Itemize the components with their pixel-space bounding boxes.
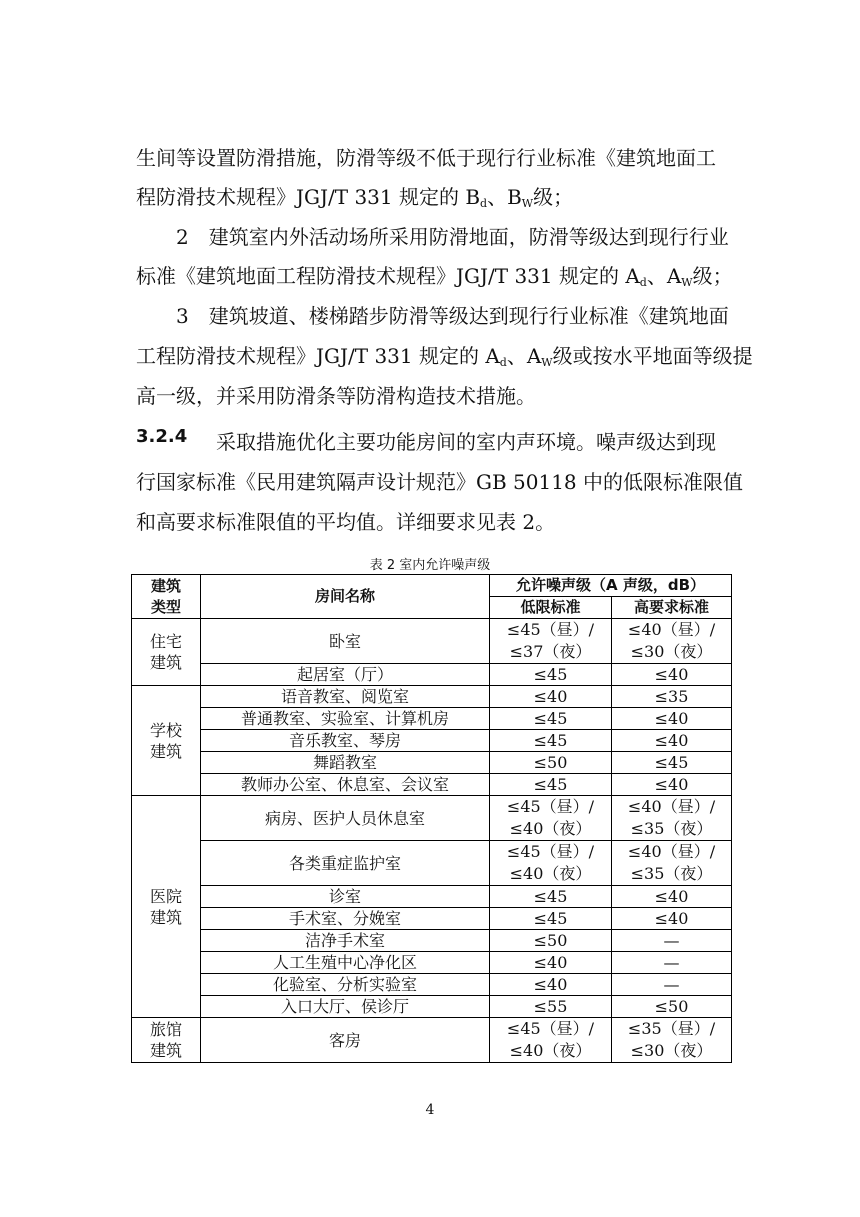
body-line-7: 高一级，并采用防滑条等防滑构造技术措施。 xyxy=(136,384,536,408)
table-row xyxy=(132,752,732,774)
low-cell: ≤45 xyxy=(490,774,612,796)
low-cell: ≤50 xyxy=(490,752,612,774)
low-cell: ≤45 xyxy=(490,886,612,908)
table-row xyxy=(132,774,732,796)
high-cell: — xyxy=(612,952,732,974)
noise-table xyxy=(131,574,732,1063)
table-row xyxy=(132,686,732,708)
low-cell: ≤45（昼）/≤40（夜） xyxy=(490,796,612,841)
room-cell: 诊室 xyxy=(201,886,490,908)
high-cell: ≤35 xyxy=(612,686,732,708)
body-line-1: 生间等设置防滑措施，防滑等级不低于现行行业标准《建筑地面工 xyxy=(136,146,716,170)
room-cell: 病房、医护人员休息室 xyxy=(201,796,490,841)
header-room-name: 房间名称 xyxy=(201,575,490,619)
room-cell: 教师办公室、休息室、会议室 xyxy=(201,774,490,796)
high-cell: ≤50 xyxy=(612,996,732,1018)
group-hotel: 旅馆建筑 xyxy=(132,1018,201,1063)
low-cell: ≤40 xyxy=(490,686,612,708)
low-cell: ≤45 xyxy=(490,908,612,930)
table-caption: 表 2 室内允许噪声级 xyxy=(369,558,491,573)
table-row xyxy=(132,664,732,686)
table-row xyxy=(132,1018,732,1063)
room-cell: 各类重症监护室 xyxy=(201,841,490,886)
page-number: 4 xyxy=(425,1102,435,1118)
low-cell: ≤45（昼）/≤37（夜） xyxy=(490,619,612,664)
high-cell: ≤35（昼）/≤30（夜） xyxy=(612,1018,732,1063)
table-row xyxy=(132,841,732,886)
room-cell: 洁净手术室 xyxy=(201,930,490,952)
high-cell: ≤40（昼）/≤35（夜） xyxy=(612,796,732,841)
body-line-5: 3 建筑坡道、楼梯踏步防滑等级达到现行行业标准《建筑地面 xyxy=(176,304,729,328)
table-row xyxy=(132,796,732,841)
room-cell: 普通教室、实验室、计算机房 xyxy=(201,708,490,730)
table-row xyxy=(132,930,732,952)
table-row xyxy=(132,886,732,908)
body-line-3: 2 建筑室内外活动场所采用防滑地面，防滑等级达到现行行业 xyxy=(176,225,729,249)
table-row xyxy=(132,908,732,930)
table-row xyxy=(132,730,732,752)
room-cell: 舞蹈教室 xyxy=(201,752,490,774)
high-cell: ≤40（昼）/≤30（夜） xyxy=(612,619,732,664)
low-cell: ≤55 xyxy=(490,996,612,1018)
high-cell: ≤40 xyxy=(612,708,732,730)
high-cell: ≤40 xyxy=(612,664,732,686)
low-cell: ≤45（昼）/≤40（夜） xyxy=(490,1018,612,1063)
high-cell: ≤45 xyxy=(612,752,732,774)
high-cell: ≤40 xyxy=(612,886,732,908)
room-cell: 卧室 xyxy=(201,619,490,664)
low-cell: ≤45 xyxy=(490,708,612,730)
room-cell: 客房 xyxy=(201,1018,490,1063)
body-line-9: 行国家标准《民用建筑隔声设计规范》GB 50118 中的低限标准限值 xyxy=(136,470,744,494)
low-cell: ≤45（昼）/≤40（夜） xyxy=(490,841,612,886)
high-cell: ≤40 xyxy=(612,730,732,752)
room-cell: 人工生殖中心净化区 xyxy=(201,952,490,974)
high-cell: ≤40 xyxy=(612,774,732,796)
body-line-6: 工程防滑技术规程》JGJ/T 331 规定的 $A_d$、$A_W$级或按水平地面等级提 xyxy=(136,344,753,369)
low-cell: ≤45 xyxy=(490,730,612,752)
table-row xyxy=(132,708,732,730)
header-building-type: 建筑类型 xyxy=(132,575,201,619)
header-allowed-noise: 允许噪声级（A 声级，dB） xyxy=(490,575,732,597)
room-cell: 化验室、分析实验室 xyxy=(201,974,490,996)
body-line-2: 程防滑技术规程》JGJ/T 331 规定的 $B_d$、$B_W$级； xyxy=(136,185,574,210)
room-cell: 手术室、分娩室 xyxy=(201,908,490,930)
high-cell: ≤40（昼）/≤35（夜） xyxy=(612,841,732,886)
low-cell: ≤50 xyxy=(490,930,612,952)
low-cell: ≤40 xyxy=(490,974,612,996)
group-school: 学校建筑 xyxy=(132,686,201,796)
low-cell: ≤40 xyxy=(490,952,612,974)
room-cell: 起居室（厅） xyxy=(201,664,490,686)
group-hospital: 医院建筑 xyxy=(132,796,201,1018)
table-row xyxy=(132,619,732,664)
room-cell: 语音教室、阅览室 xyxy=(201,686,490,708)
body-line-8: 采取措施优化主要功能房间的室内声环境。噪声级达到现 xyxy=(216,430,716,454)
room-cell: 音乐教室、琴房 xyxy=(201,730,490,752)
body-line-4: 标准《建筑地面工程防滑技术规程》JGJ/T 331 规定的 $A_d$、$A_W$级； xyxy=(136,264,733,289)
high-cell: ≤40 xyxy=(612,908,732,930)
header-low-standard: 低限标准 xyxy=(490,597,612,619)
room-cell: 入口大厅、侯诊厅 xyxy=(201,996,490,1018)
body-line-10: 和高要求标准限值的平均值。详细要求见表 2。 xyxy=(136,510,556,534)
table-row xyxy=(132,952,732,974)
high-cell: — xyxy=(612,974,732,996)
table-header-row xyxy=(132,575,732,597)
group-residential: 住宅建筑 xyxy=(132,619,201,686)
clause-number: 3.2.4 xyxy=(136,426,188,447)
table-row xyxy=(132,974,732,996)
high-cell: — xyxy=(612,930,732,952)
table-row xyxy=(132,996,732,1018)
low-cell: ≤45 xyxy=(490,664,612,686)
header-high-standard: 高要求标准 xyxy=(612,597,732,619)
